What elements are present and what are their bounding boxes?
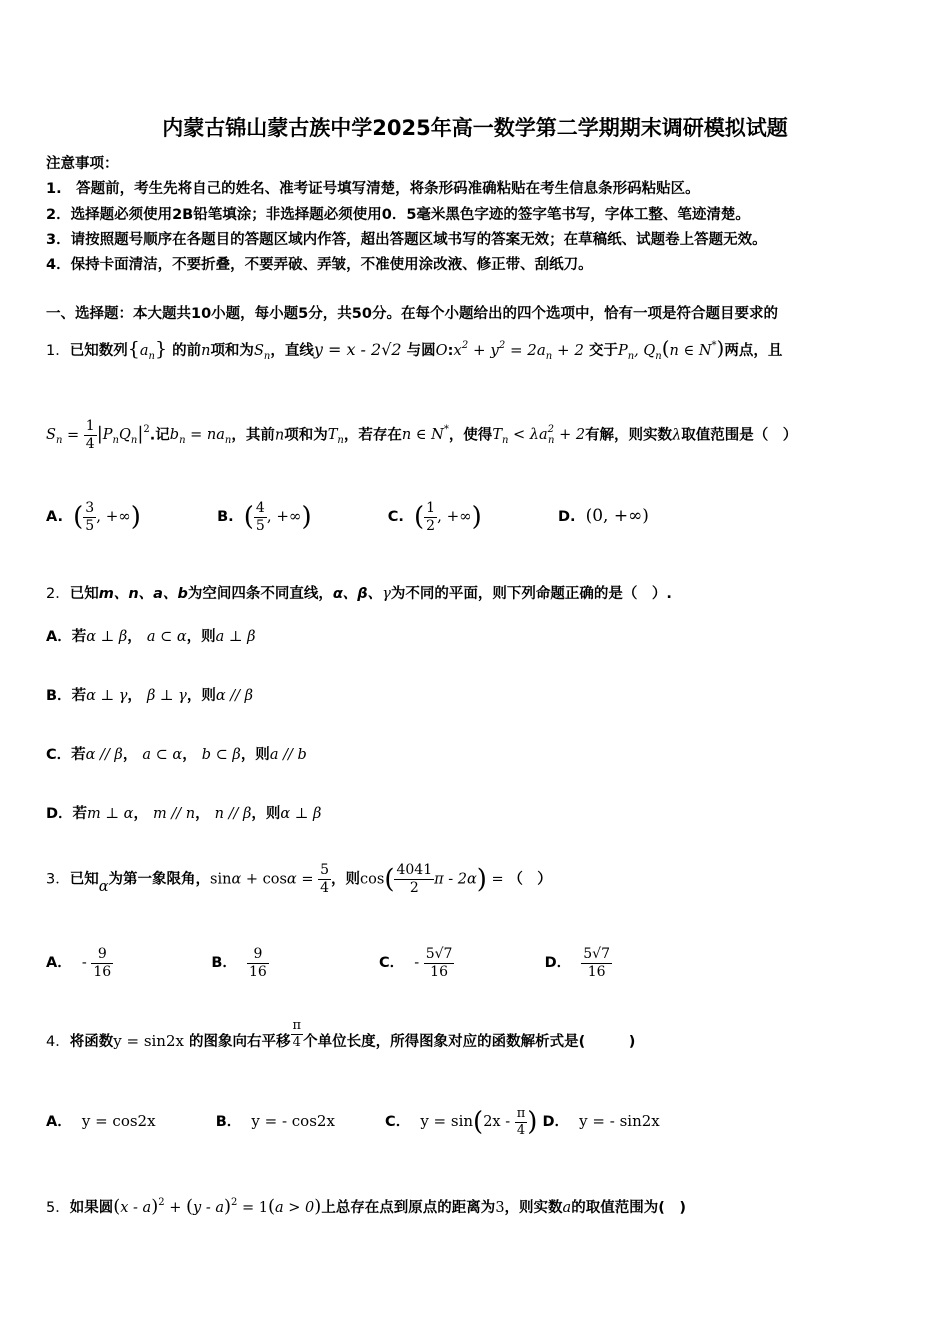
- question-5-stem: 5．如果圆(x - a)$^2$ + (y - a)$^2$ = 1(a > 0)上总存在点到原点的距离为3，则实数a的取值范围为( ): [46, 1196, 686, 1217]
- option-c[interactable]: C． y = sin(2x - $\frac{\pi}{4}$ ): [385, 1106, 538, 1138]
- section-heading: 一、选择题：本大题共10小题，每小题5分，共50分。在每个小题给出的四个选项中，恰有一项是符合题目要求的: [46, 306, 778, 322]
- notice-item-3: 3．请按照题号顺序在各题目的答题区域内作答，超出答题区域书写的答案无效；在草稿纸、试题卷上答题无效。: [46, 232, 767, 248]
- notice-item-2: 2．选择题必须使用2B铅笔填涂；非选择题必须使用0．5毫米黑色字迹的签字笔书写，字体工整、笔迹清楚。: [46, 207, 750, 223]
- question-number: 1．: [46, 343, 70, 359]
- question-3-stem: 3．已知α为第一象限角，sinα + cosα = $\frac{5}{4}$ ，则cos( $\frac{4041}{2}$ π - 2α) = （ ）: [46, 862, 552, 896]
- question-2-stem: 2．已知m、n、a、b为空间四条不同直线，α、β、γ为不同的平面，则下列命题正确的是（ ）.: [46, 586, 672, 602]
- question-2-option-a[interactable]: A．若α ⊥ β， a ⊂ α，则a ⊥ β: [46, 629, 256, 645]
- option-c[interactable]: C． - $\frac{5√7}{16}$: [378, 946, 453, 980]
- option-d[interactable]: D． $\frac{5√7}{16}$: [544, 946, 610, 980]
- question-4-options: [46, 1106, 660, 1138]
- option-b[interactable]: B. ( $\frac{4}{5}$ , +∞): [217, 500, 312, 534]
- notice-item-1: 1. 答题前，考生先将自己的姓名、准考证号填写清楚，将条形码准确粘贴在考生信息条形码粘贴区。: [46, 181, 700, 197]
- question-4-stem: 4．将函数y = sin2x 的图象向右平移 $\frac{\pi}{4}$ 个单位长度，所得图象对应的函数解析式是( ): [46, 1018, 636, 1051]
- question-1-line-1: 1．已知数列$\{a_n\}$ 的前n项和为$S_n$，直线y = x - 2√2 与圆$O:x^2 + y^2 = 2a_n + 2$ 交于$P_n$, $Q_n(n$ ∈ N*)两点，且: [46, 336, 783, 362]
- option-d[interactable]: D. (0, +∞): [557, 506, 649, 527]
- page-title: 内蒙古锦山蒙古族中学2025年高一数学第二学期期末调研模拟试题: [162, 116, 788, 140]
- question-2-option-d[interactable]: D．若m ⊥ α， m // n， n // β，则α ⊥ β: [46, 806, 322, 822]
- option-d[interactable]: D． y = - sin2x: [542, 1112, 660, 1131]
- option-a[interactable]: A. ( $\frac{3}{5}$ , +∞): [46, 500, 141, 534]
- question-3-options: [46, 946, 612, 981]
- question-2-option-c[interactable]: C．若α // β， a ⊂ α， b ⊂ β，则a // b: [46, 747, 307, 763]
- option-b[interactable]: B． $\frac{9}{16}$: [211, 946, 267, 980]
- option-a[interactable]: A． - $\frac{9}{16}$: [46, 946, 112, 980]
- notice-item-4: 4．保持卡面清洁，不要折叠，不要弄破、弄皱，不准使用涂改液、修正带、刮纸刀。: [46, 257, 593, 273]
- option-b[interactable]: B． y = - cos2x: [215, 1112, 335, 1131]
- question-2-option-b[interactable]: B．若α ⊥ γ， β ⊥ γ，则α // β: [46, 688, 254, 704]
- notice-heading: 注意事项：: [46, 156, 119, 172]
- option-c[interactable]: C. ( $\frac{1}{2}$ , +∞): [387, 500, 482, 534]
- question-1-line-2: $S_n$ = $\frac{1}{4}$ $|P_nQ_n|^2$.记$b_n = na_n$，其前n项和为$T_n$，若存在n ∈ N*，使得$T_n < \lambda a^2_n + 2$有解，则实数λ取值范围是（ ）: [46, 418, 798, 452]
- question-1-options: [46, 500, 649, 535]
- option-a[interactable]: A． y = cos2x: [46, 1112, 156, 1131]
